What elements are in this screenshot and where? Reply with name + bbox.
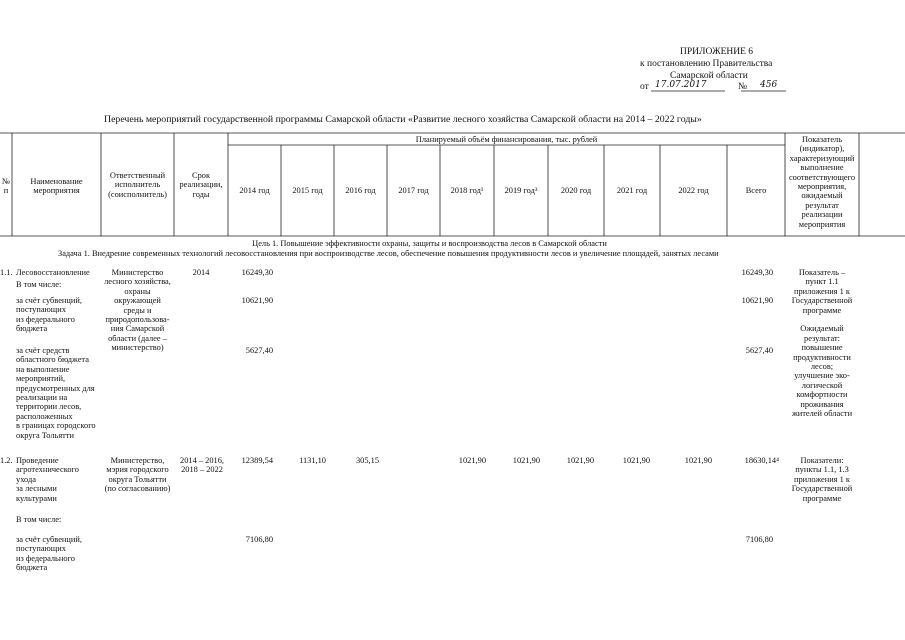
col-total: Всего <box>745 186 767 195</box>
row2-sub1-total: 7106,80 <box>745 535 773 544</box>
appendix-label: ПРИЛОЖЕНИЕ 6 <box>680 47 754 57</box>
row2-2020: 1021,90 <box>566 456 594 465</box>
col-num-header: № п <box>2 177 10 196</box>
col-year-2022: 2022 год <box>678 186 709 195</box>
number-prefix: № <box>738 82 748 92</box>
col-year-2018: 2018 год¹ <box>450 186 484 195</box>
col-year-2015: 2015 год <box>292 186 323 195</box>
col-year-2020: 2020 год <box>560 186 592 195</box>
row2-term: 2014 – 2016, 2018 – 2022 <box>180 456 224 475</box>
resolution-line: к постановлению Правительства <box>640 59 773 69</box>
col-term-header: Срок реализации, годы <box>179 171 223 199</box>
date-value: 17.07.2017 <box>655 80 707 90</box>
region-line: Самарской области <box>670 71 748 81</box>
page-title: Перечень мероприятий государственной программы Самарской области «Развитие лесного хозяйства Самарской области на 2014 – 2022 годы» <box>104 114 702 125</box>
col-indicator-header: Показатель (индикатор), характеризующий выполнение соответствующего мероприятия, ожидаемый результат реализации мероприятия <box>788 135 856 229</box>
row1-num: 1.1. <box>0 268 13 277</box>
row2-2021: 1021,90 <box>622 456 650 465</box>
col-name-header: Наименование мероприятия <box>30 177 83 196</box>
row1-sub1-total: 10621,90 <box>741 296 773 305</box>
col-year-2017: 2017 год <box>398 186 429 195</box>
row1-sub2-2014: 5627,40 <box>245 346 273 355</box>
row1-sub2: за счёт средств областного бюджета на выполнение мероприятий, предусмотренных для реализации на территории лесов, расположенных в границах городского округа Тольятти <box>16 346 96 440</box>
row2-num: 1.2. <box>0 456 13 465</box>
row2-total: 18630,14⁴ <box>744 456 779 465</box>
row2-name: Проведение агротехнического ухода за лесными культурами <box>16 456 79 503</box>
row2-2019: 1021,90 <box>512 456 540 465</box>
row1-sub2-total: 5627,40 <box>745 346 773 355</box>
row2-executor: Министерство, мэрия городского округа Тольятти (по согласованию) <box>104 456 171 494</box>
row1-sub1-2014: 10621,90 <box>241 296 273 305</box>
col-year-2016: 2016 год <box>345 186 376 195</box>
row1-term: 2014 <box>192 268 210 277</box>
row2-incl: В том числе: <box>16 515 62 524</box>
row1-total: 16249,30 <box>741 268 773 277</box>
row2-2018: 1021,90 <box>458 456 486 465</box>
row2-2014: 12389,54 <box>241 456 273 465</box>
col-year-2019: 2019 год³ <box>504 186 538 195</box>
row2-2016: 305,15 <box>355 456 379 465</box>
row2-indicator: Показатели: пункты 1.1, 1.3 приложения 1 к Государственной программе <box>791 456 853 503</box>
row2-2015: 1131,10 <box>299 456 326 465</box>
row1-name: Лесовосстановление <box>16 268 90 277</box>
row1-incl: В том числе: <box>16 280 62 289</box>
row1-executor: Министерство лесного хозяйства, охраны окружающей среды и природопользова- ния Самарской области (далее – министерство) <box>104 268 171 353</box>
number-value: 456 <box>760 80 778 90</box>
col-year-2014: 2014 год <box>239 186 270 195</box>
row2-sub1-2014: 7106,80 <box>245 535 273 544</box>
col-funding-header: Планируемый объём финансирования, тыс. рублей <box>415 135 598 144</box>
goal-line: Цель 1. Повышение эффективности охраны, защиты и воспроизводства лесов в Самарской области <box>252 239 607 248</box>
row2-sub1: за счёт субвенций, поступающих из федерального бюджета <box>16 535 82 573</box>
col-year-2021: 2021 год <box>616 186 648 195</box>
row1-indicator: Показатель – пункт 1.1 приложения 1 к Государственной программе Ожидаемый результат: повышение продуктивности лесов; улучшение эко- логической комфортности проживания жителей области <box>791 268 853 419</box>
task-line: Задача 1. Внедрение современных технологий лесовосстановления при воспроизводстве лесов, обеспечение повышения продуктивности лесов и увеличение площадей, занятых лесами <box>58 249 719 258</box>
row1-sub1: за счёт субвенций, поступающих из федерального бюджета <box>16 296 82 334</box>
col-executor-header: Ответственный исполнитель (соисполнитель) <box>108 171 167 199</box>
row2-2022: 1021,90 <box>684 456 712 465</box>
date-prefix: от <box>640 82 649 92</box>
row1-2014: 16249,30 <box>241 268 273 277</box>
